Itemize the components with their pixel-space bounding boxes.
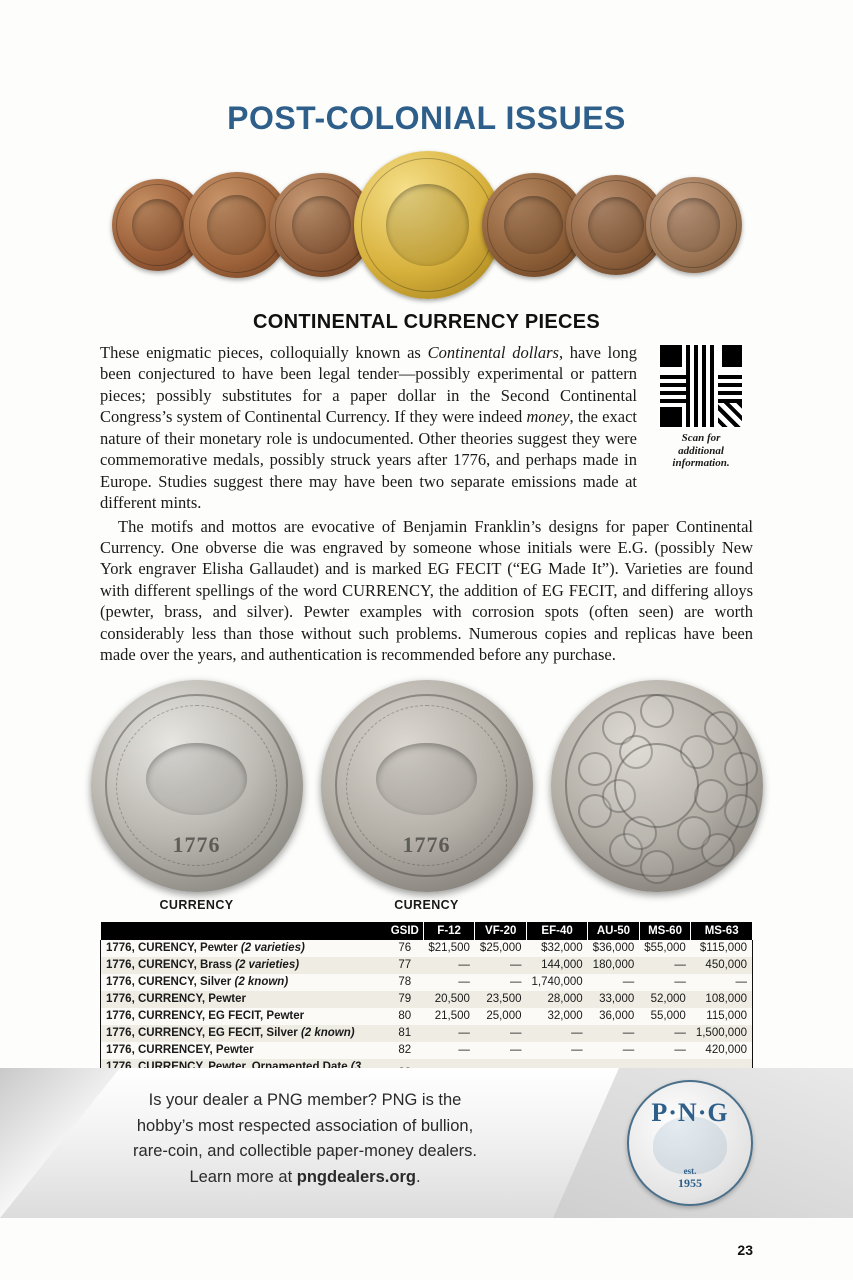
variety-note: (2 varieties)	[235, 959, 300, 972]
png-logo-icon	[627, 1080, 753, 1206]
cell-f12: $21,500	[428, 942, 470, 955]
table-row	[101, 957, 753, 974]
png-advertisement	[0, 1068, 853, 1218]
coin-date-2: 1776	[402, 831, 451, 857]
cell-vf20: 25,000	[486, 1010, 522, 1023]
p1-part-a: These enigmatic pieces, colloquially known as	[100, 343, 428, 362]
variety-text: 1776, CURRENCEY, Pewter	[106, 1044, 254, 1057]
cell-ms60: —	[674, 1044, 686, 1057]
cell-variety	[101, 1042, 387, 1059]
cell-variety	[101, 1025, 387, 1042]
qr-caption-line1: Scan for	[681, 432, 721, 444]
variety-text: 1776, CURENCY, Brass	[106, 959, 236, 972]
coin-continental-dollar-gold	[354, 151, 502, 299]
qr-code-icon[interactable]	[659, 344, 743, 428]
p1-part-c: , have long been conjectured to have been legal tender—possibly experimental or pattern pieces; possibly substitutes for a paper dollar in the Second Continental Congress’s system of Continental Currency. If they were indeed	[100, 343, 637, 427]
cell-ms63: —	[691, 974, 753, 991]
cell-gsid: 81	[398, 1027, 412, 1040]
cell-au50: —	[622, 1027, 635, 1040]
cell-vf20: —	[510, 959, 522, 972]
cell-ms63: 108,000	[691, 991, 753, 1008]
coin-caption-1: CURRENCY	[159, 897, 234, 912]
price-table-header-row	[101, 922, 753, 940]
variety-text: 1776, CURRENCY, Pewter	[106, 993, 246, 1006]
cell-vf20: —	[510, 976, 522, 989]
ad-line-2: hobby’s most respected association of bullion,	[136, 1116, 474, 1135]
ad-line-3: rare-coin, and collectible paper-money dealers.	[133, 1142, 477, 1161]
cell-ef40: 1,740,000	[531, 976, 583, 989]
col-header-f12: F-12	[423, 922, 475, 940]
cell-ms63: 1,500,000	[691, 1025, 753, 1042]
table-row	[101, 991, 753, 1008]
coin-cell-curency-obverse	[321, 680, 533, 912]
variety-note: (2 varieties)	[240, 942, 305, 955]
p1-italic-money: money	[526, 407, 570, 427]
cell-f12: 21,500	[434, 1010, 470, 1023]
variety-note: (2 known)	[234, 976, 289, 989]
p1-italic-continental-dollars: Continental dollars	[427, 343, 559, 362]
variety-text: 1776, CURRENCY, EG FECIT, Pewter	[106, 1010, 305, 1023]
coin-image-continental-currency-reverse	[551, 680, 763, 892]
cell-gsid: 80	[398, 1010, 412, 1023]
cell-f12: —	[458, 1044, 470, 1057]
ad-copy	[90, 1088, 520, 1190]
table-row	[101, 940, 753, 957]
cell-ef40: 144,000	[541, 959, 583, 972]
cell-gsid: 79	[398, 993, 412, 1006]
cell-ef40: $32,000	[541, 942, 583, 955]
col-header-vf20: VF-20	[475, 922, 527, 940]
variety-text: 1776, CURENCY, Pewter	[106, 942, 241, 955]
price-table-container	[0, 922, 853, 1089]
col-header-au50: AU-50	[588, 922, 640, 940]
page-title: POST-COLONIAL ISSUES	[227, 100, 626, 136]
cell-f12: 20,500	[434, 993, 470, 1006]
cell-au50: 36,000	[599, 1010, 635, 1023]
coin-strip	[0, 145, 853, 305]
cell-ms63: 115,000	[691, 1008, 753, 1025]
coin-cell-reverse	[551, 680, 763, 912]
cell-gsid: 78	[398, 976, 412, 989]
cell-variety	[101, 957, 387, 974]
cell-f12: —	[458, 1027, 470, 1040]
cell-variety	[101, 1008, 387, 1025]
cell-au50: 33,000	[599, 993, 635, 1006]
qr-caption	[649, 432, 753, 470]
cell-ms63: $115,000	[691, 940, 753, 957]
png-logo-established	[629, 1167, 751, 1190]
variety-text: 1776, CURENCY, Silver	[106, 976, 235, 989]
p1-part-e: , the exact nature of their monetary role is undocumented. Other theories suggest they were commemorative medals, possibly struck years after 1776, and perhaps made in Europe. Studies suggest there may have been two separate emissions made at different mints.	[100, 407, 637, 513]
cell-ms60: —	[674, 976, 686, 989]
png-est-year: 1955	[678, 1175, 702, 1190]
qr-block	[649, 344, 753, 470]
coin-image-continental-curency-obverse	[321, 680, 533, 892]
cell-variety	[101, 974, 387, 991]
cell-ms60: —	[674, 959, 686, 972]
col-header-ms63: MS-63	[691, 922, 753, 940]
variety-note: (2 known)	[300, 1027, 355, 1040]
cell-f12: —	[458, 976, 470, 989]
cell-au50: —	[622, 976, 635, 989]
price-table-head	[101, 922, 753, 940]
ad-line-4-post: .	[415, 1167, 421, 1186]
cell-vf20: $25,000	[479, 942, 522, 955]
coin-image-continental-currency-obverse	[91, 680, 303, 892]
table-row	[101, 1008, 753, 1025]
cell-au50: 180,000	[592, 959, 635, 972]
qr-caption-line2: additional	[678, 444, 724, 457]
cell-au50: —	[622, 1044, 635, 1057]
coin-cell-currency-obverse	[91, 680, 303, 912]
cell-gsid: 77	[398, 959, 412, 972]
png-logo-letters: P·N·G	[651, 1098, 729, 1127]
cell-ms60: 52,000	[650, 993, 686, 1006]
cell-ef40: —	[571, 1044, 583, 1057]
col-header-gsid: GSID	[386, 922, 423, 940]
variety-text: 1776, CURRENCY, EG FECIT, Silver	[106, 1027, 301, 1040]
paragraph-2: The motifs and mottos are evocative of Benjamin Franklin’s designs for paper Continental Currency. One obverse die was engraved by someone whose initials were E.G. (possibly New York engraver Elisha Gallaudet) and is marked EG FECIT (“EG Made It”). Varieties are found with different spellings of the word CURRENCY, the addition of EG FECIT, and differing alloys (pewter, brass, and silver). Pewter examples with corrosion spots (often seen) are worth considerably less than those without such problems. Numerous copies and replicas have been made over the years, and authentication is recommended before any purchase.	[100, 516, 753, 665]
cell-ms60: —	[674, 1027, 686, 1040]
pngdealers-link[interactable]: pngdealers.org	[296, 1167, 416, 1186]
col-header-variety	[101, 922, 387, 940]
large-coin-images	[0, 680, 853, 912]
cell-gsid: 76	[398, 942, 412, 955]
cell-ef40: 28,000	[547, 993, 583, 1006]
cell-ms60: 55,000	[650, 1010, 686, 1023]
cell-f12: —	[458, 959, 470, 972]
table-row	[101, 974, 753, 991]
cell-ms60: $55,000	[644, 942, 686, 955]
cell-vf20: —	[510, 1044, 522, 1057]
table-row	[101, 1025, 753, 1042]
price-table-body	[101, 940, 753, 1089]
cell-vf20: —	[510, 1027, 522, 1040]
qr-caption-line3: information.	[672, 457, 730, 470]
cell-gsid: 82	[398, 1044, 412, 1057]
section-heading: CONTINENTAL CURRENCY PIECES	[252, 311, 601, 333]
cell-vf20: 23,500	[486, 993, 522, 1006]
cell-au50: $36,000	[592, 942, 635, 955]
col-header-ms60: MS-60	[639, 922, 691, 940]
page-number: 23	[737, 1242, 753, 1258]
table-row	[101, 1042, 753, 1059]
ad-line-1: Is your dealer a PNG member? PNG is the	[148, 1091, 462, 1109]
cell-ms63: 450,000	[691, 957, 753, 974]
price-table	[100, 922, 753, 1089]
article-body	[0, 342, 853, 666]
png-est-label: est.	[683, 1165, 697, 1176]
col-header-ef40: EF-40	[527, 922, 588, 940]
ad-line-4	[90, 1165, 520, 1191]
coin-caption-2: CURENCY	[394, 897, 459, 912]
coin-date-1: 1776	[172, 831, 221, 857]
cell-ms63: 420,000	[691, 1042, 753, 1059]
cell-ef40: 32,000	[547, 1010, 583, 1023]
cell-variety	[101, 991, 387, 1008]
cell-ef40: —	[571, 1027, 583, 1040]
ad-line-4-pre: Learn more at	[189, 1167, 297, 1186]
coin-libertas-americana	[646, 177, 742, 273]
cell-variety	[101, 940, 387, 957]
